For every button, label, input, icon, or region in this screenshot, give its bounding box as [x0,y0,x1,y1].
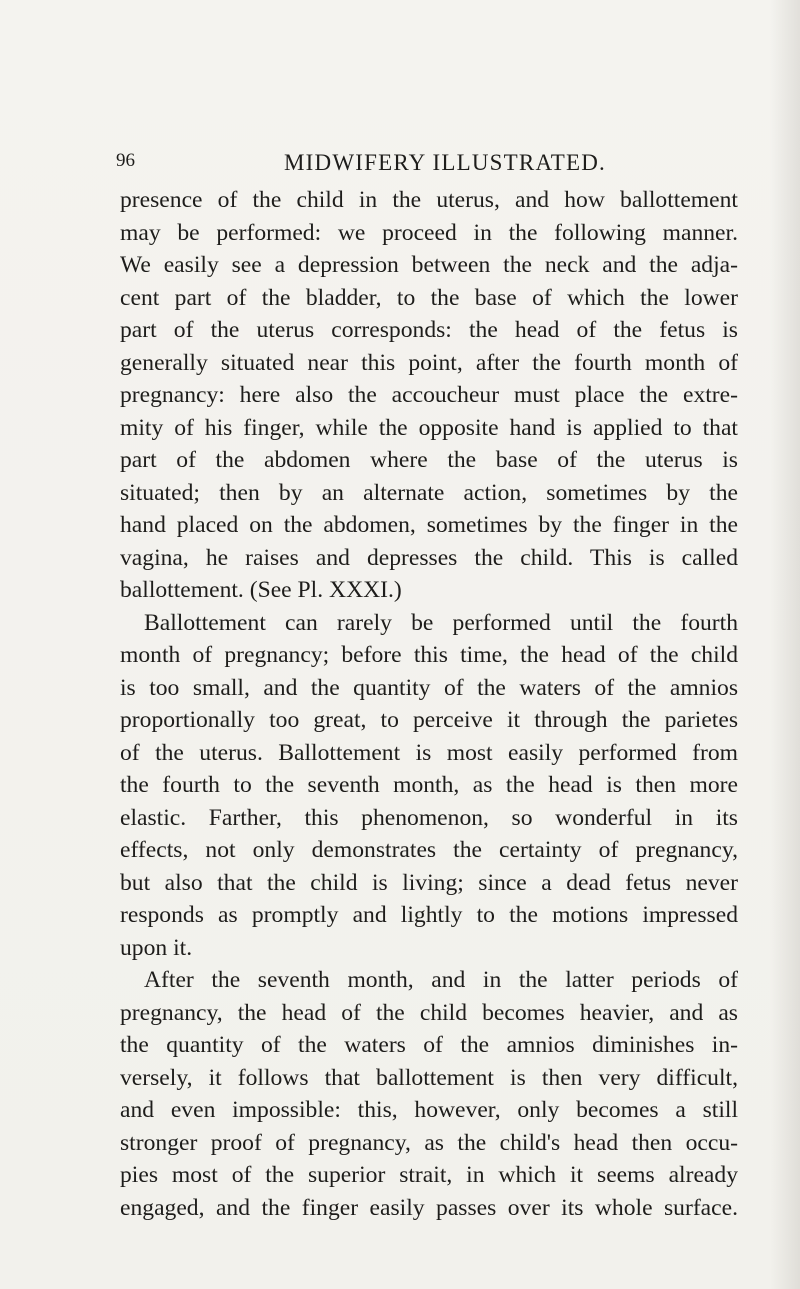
text-line: situated; then by an alternate action, sometimes by the [120,479,738,506]
text-line: and even impossible: this, however, only becomes a still [120,1097,738,1123]
running-head: MIDWIFERY ILLUSTRATED. [284,150,606,175]
text-line: hand placed on the abdomen, sometimes by the finger in the [120,512,738,538]
text-line: pregnancy: here also the accoucheur must place the extre- [120,382,738,408]
text-line: presence of the child in the uterus, and how ballottement [120,187,738,213]
text-line: ballottement. (See Pl. XXXI.) [120,577,402,603]
text-line: cent part of the bladder, to the base of which the lower [120,284,738,311]
text-line: upon it. [120,934,193,961]
text-line: is too small, and the quantity of the waters of the amnios [120,674,738,701]
text-line: effects, not only demonstrates the certainty of pregnancy, [120,837,738,863]
text-line: part of the abdomen where the base of the uterus is [120,447,738,473]
text-line: of the uterus. Ballottement is most easily performed from [120,739,738,766]
page-header [116,150,736,180]
text-line: month of pregnancy; before this time, the head of the child [120,642,738,668]
text-line: proportionally too great, to perceive it through the parietes [120,707,738,733]
text-line: the quantity of the waters of the amnios diminishes in- [120,1032,738,1058]
body-text [120,184,738,1224]
text-line: the fourth to the seventh month, as the head is then more [120,772,738,798]
text-line: part of the uterus corresponds: the head of the fetus is [120,317,738,343]
text-line: mity of his finger, while the opposite hand is applied to that [120,414,738,441]
text-line: but also that the child is living; since a dead fetus never [120,869,738,896]
text-line: generally situated near this point, after the fourth month of [120,349,738,376]
text-line: pregnancy, the head of the child becomes heavier, and as [120,999,738,1026]
page-number: 96 [116,150,135,171]
text-line: may be performed: we proceed in the following manner. [120,219,738,246]
text-line: elastic. Farther, this phenomenon, so wonderful in its [120,804,738,831]
text-line: responds as promptly and lightly to the motions impressed [120,902,738,928]
text-line: engaged, and the finger easily passes over its whole surface. [120,1194,738,1221]
text-line: pies most of the superior strait, in which it seems already [120,1162,738,1188]
text-line: Ballottement can rarely be performed until the fourth [144,609,738,636]
text-line: stronger proof of pregnancy, as the child's head then occu- [120,1129,738,1156]
text-line: versely, it follows that ballottement is then very difficult, [120,1064,738,1091]
text-line: We easily see a depression between the neck and the adja- [120,252,738,278]
text-line: vagina, he raises and depresses the child. This is called [120,544,738,571]
text-line: After the seventh month, and in the latter periods of [144,967,738,993]
